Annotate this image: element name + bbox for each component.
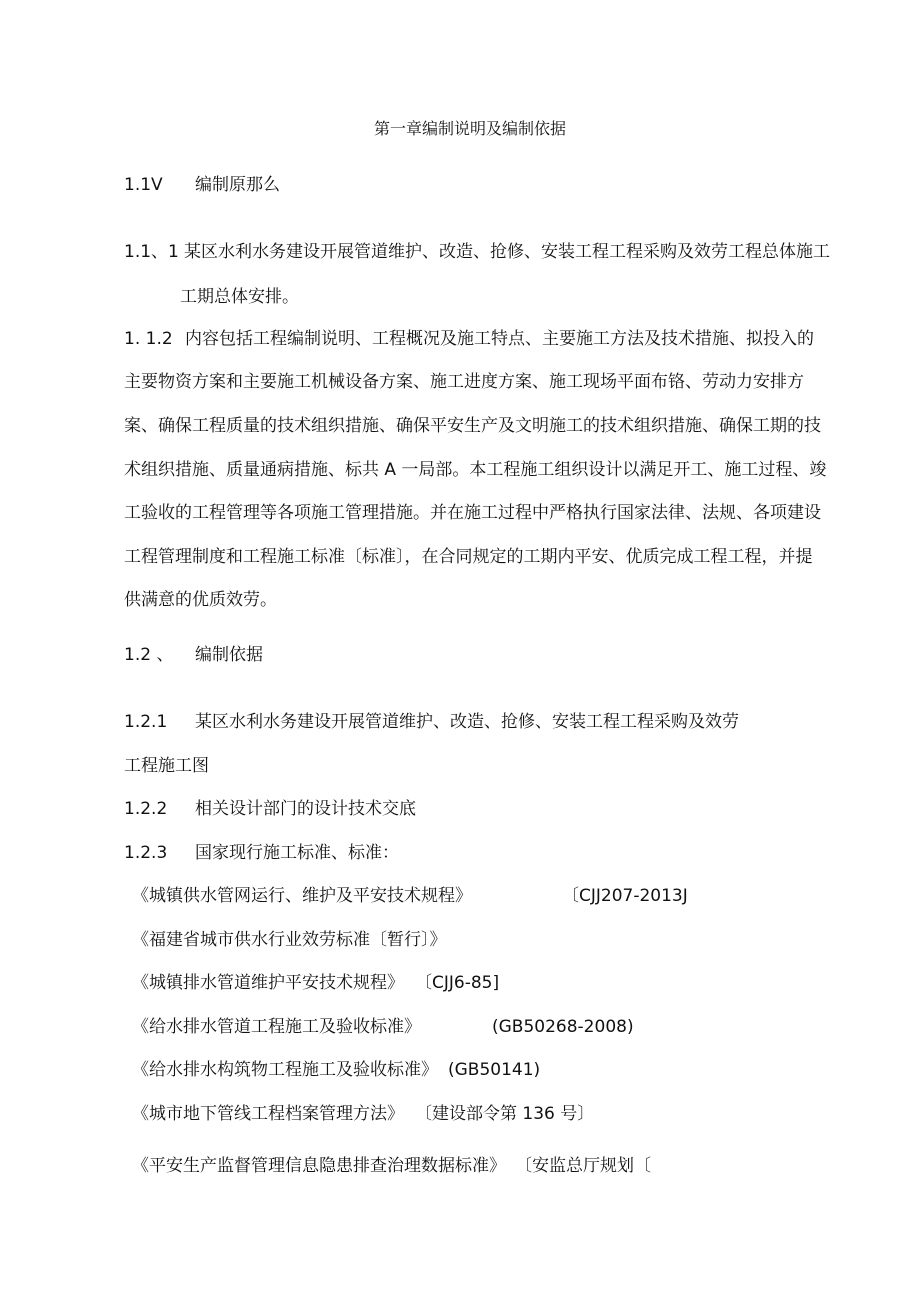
standard-name: 《给水排水构筑物工程施工及验收标准》 [132, 1060, 438, 1080]
section-1-1-title: 编制原那么 [195, 175, 280, 195]
item-1-2-1-text-continued: 工程施工图 [124, 756, 209, 776]
clause-1-1-2-line: 工验收的工程管理等各项施工管理措施。并在施工过程中严格执行国家法律、法规、各项建设 [124, 503, 821, 523]
standard-code: (GB50268-2008) [492, 1017, 634, 1037]
clause-1-1-2-line: 术组织措施、质量通病措施、标共 A 一局部。本工程施工组织设计以满足开工、施工过程、竣 [124, 460, 827, 480]
standard-name: 《城镇供水管网运行、维护及平安技术规程》 [132, 886, 472, 906]
standard-name: 《福建省城市供水行业效劳标准〔暂行〕》 [132, 930, 447, 950]
standard-name: 《给水排水管道工程施工及验收标准》 [132, 1017, 421, 1037]
standard-name: 《城镇排水管道维护平安技术规程》 [132, 973, 404, 993]
item-1-2-1-text: 某区水利水务建设开展管道维护、改造、抢修、安装工程工程采购及效劳 [195, 712, 739, 732]
standard-name: 《平安生产监督管理信息隐患排查治理数据标准》 [132, 1156, 506, 1176]
clause-1-1-2-line: 工程管理制度和工程施工标准〔标准〕，在合同规定的工期内平安、优质完成工程工程，并提 [124, 547, 813, 567]
standard-code: (GB50141) [448, 1060, 541, 1080]
item-1-2-2-number: 1.2.2 [124, 799, 168, 819]
item-1-2-3-number: 1.2.3 [124, 843, 168, 863]
clause-1-1-2-number: 1. 1.2 [124, 329, 173, 349]
standard-name: 《城市地下管线工程档案管理方法》 [132, 1104, 404, 1124]
standard-code: 〔建设部令第 136 号〕 [415, 1104, 595, 1124]
standard-code: 〔CJJ6-85] [415, 973, 500, 993]
item-1-2-1-number: 1.2.1 [124, 712, 168, 732]
standard-code: 〔安监总厅规划〔 [515, 1156, 651, 1176]
clause-1-1-1-line-2: 工期总体安排。 [180, 287, 299, 307]
section-1-2-number: 1.2 、 [124, 645, 174, 665]
standard-code: 〔CJJ207-2013J [562, 886, 688, 906]
chapter-title: 第一章编制说明及编制依据 [374, 119, 567, 138]
section-1-2-title: 编制依据 [195, 645, 263, 665]
clause-1-1-2-line: 主要物资方案和主要施工机械设备方案、施工进度方案、施工现场平面布铬、劳动力安排方 [124, 372, 804, 392]
clause-1-1-2-line: 供满意的优质效劳。 [124, 590, 277, 610]
clause-1-1-2-line: 内容包括工程编制说明、工程概况及施工特点、主要施工方法及技术措施、拟投入的 [185, 329, 814, 349]
clause-1-1-1-line-1: 某区水利水务建设开展管道维护、改造、抢修、安装工程工程采购及效劳工程总体施工 [184, 242, 830, 262]
item-1-2-2-text: 相关设计部门的设计技术交底 [195, 799, 416, 819]
section-1-1-number: 1.1V [124, 175, 163, 195]
clause-1-1-1-number: 1.1、1 [124, 242, 179, 262]
item-1-2-3-text: 国家现行施工标准、标准： [195, 843, 399, 863]
clause-1-1-2-line: 案、确保工程质量的技术组织措施、确保平安生产及文明施工的技术组织措施、确保工期的技 [124, 416, 821, 436]
